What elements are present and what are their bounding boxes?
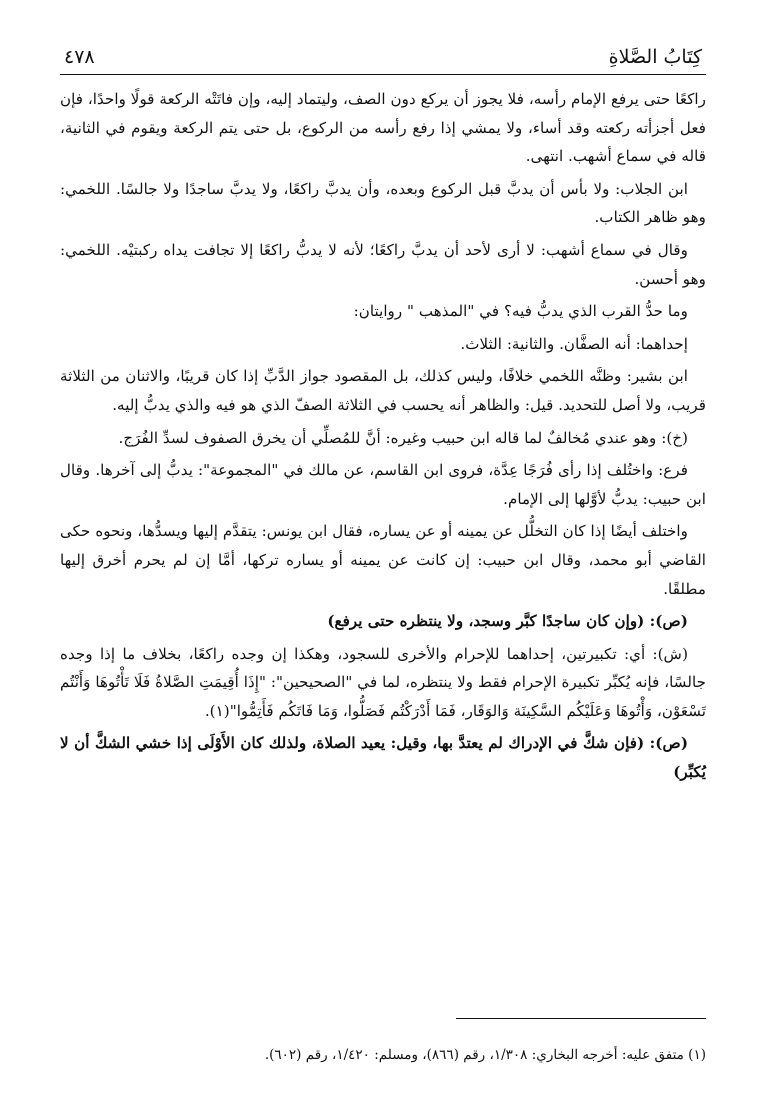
footnote-separator (456, 1018, 706, 1019)
paragraph: (ش): أي: تكبيرتين، إحداهما للإحرام والأخرى للسجود، وهكذا إن وجده راكعًا، بخلاف ما إذا وجده جالسًا، فإنه يُكبِّر تكبيرة الإحرام فقط ولا ينتظره، لما في "الصحيحين": "إِذَا أُقِيمَتِ الصَّلاةُ فَلَا تَأْتُوهَا وَأَنْتُم تَسْعَوْن، وَأْتُوهَا وَعَلَيْكُم السَّكِينَة وَالوَقَار، فَمَا أَدْرَكْتُم فَصَلُّوا، وَمَا فَاتَكُم فَأَتِمُّوا"(١). (60, 644, 706, 720)
matn-quote: (ص): (فإن شكَّ في الإدراك لم يعتدَّ بها، وقيل: يعيد الصلاة، ولذلك كان الأَوْلَى إذا خشي الشكَّ أن لا يُكبِّر) (60, 734, 706, 782)
paragraph: وقال في سماع أشهب: لا أرى لأحد أن يدبَّ راكعًا؛ لأنه لا يدبُّ راكعًا إلا تجافت يداه ركبتيْه. اللخمي: وهو أحسن. (60, 240, 706, 288)
paragraph: ابن بشير: وظنَّه اللخمي خلافًا، وليس كذلك، بل المقصود جواز الدَّبِّ إذا كان قريبًا، والاثنان من الثلاثة قريب، ولا أصل للتحديد. قيل: والظاهر أنه يحسب في الثلاثة الصفّ الذي هو فيه والذي يدبُّ إليه. (60, 367, 706, 414)
paragraph: راكعًا حتى يرفع الإمام رأسه، فلا يجوز أن يركع دون الصف، وليتماد إليه، وإن فاتَتْه الركعة قولًا واحدًا، فإن فعل أجزأته ركعته وقد أساء، ولا يمشي إذا رفع رأسه من الركوع، بل حتى يتم الركعة ويقوم في الثانية، قاله في سماع أشهب. انتهى. (60, 90, 706, 166)
footnote: (١) متفق عليه: أخرجه البخاري: ١/٣٠٨، رقم (٨٦٦)، ومسلم: ١/٤٢٠، رقم (٦٠٢). (264, 1046, 706, 1063)
paragraph: وما حدُّ القرب الذي يدبُّ فيه؟ في "المذهب " روايتان: (353, 302, 688, 321)
paragraph: فرع: واختُلف إذا رأى فُرَجًا عِدَّة، فروى ابن القاسم، عن مالك في "المجموعة": يدبُّ إلى آخرها. وقال ابن حبيب: يدبُّ لأوَّلها إلى الإمام. (60, 461, 706, 508)
page-header (60, 40, 706, 75)
paragraph: ابن الجلاب: ولا بأس أن يدبَّ قبل الركوع وبعده، وأن يدبَّ راكعًا، ولا يدبَّ ساجدًا ولا جالسًا. اللخمي: وهو ظاهر الكتاب. (60, 179, 706, 227)
paragraph: واختلف أيضًا إذا كان التخلُّل عن يمينه أو عن يساره، فقال ابن يونس: يتقدَّم إليها ويسدُّها، ونحوه حكى القاضي أبو محمد، وقال ابن حبيب: إن كانت عن يمينه أو يساره تركها، أمَّا إن لم يحرم أخرق إليها مطلقًا. (60, 522, 706, 598)
body-text (60, 85, 706, 787)
book-page (60, 40, 706, 1080)
matn-quote: (ص): (وإن كان ساجدًا كبَّر وسجد، ولا ينتظره حتى يرفع) (327, 612, 688, 631)
page-number: ٤٧٨ (64, 46, 95, 68)
paragraph: (خ): وهو عندي مُخالفٌ لما قاله ابن حبيب وغيره: أنَّ للمُصلِّي أن يخرق الصفوف لسدِّ الفُرَج. (118, 428, 688, 447)
paragraph: إحداهما: أنه الصفَّان. والثانية: الثلاث. (460, 334, 688, 353)
chapter-title: كِتَابُ الصَّلاةِ (608, 46, 702, 68)
